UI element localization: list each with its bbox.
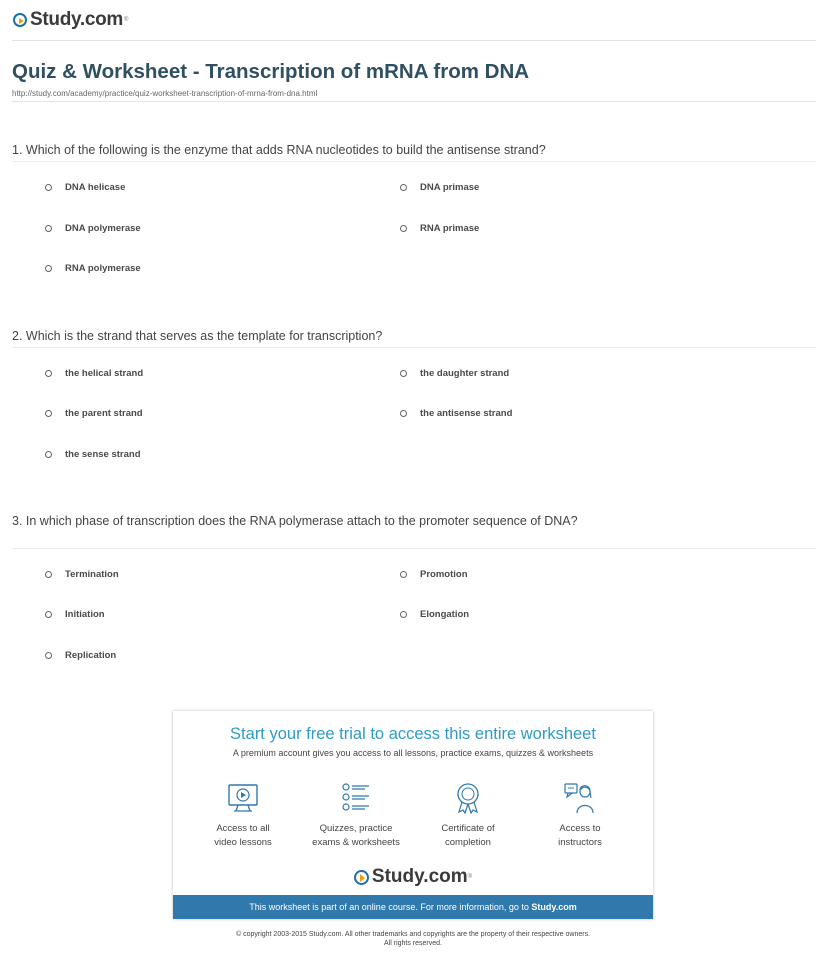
option-label: Replication bbox=[65, 650, 117, 661]
feature-line-2: completion bbox=[445, 837, 491, 848]
feature-instructors bbox=[525, 781, 635, 850]
answer-option[interactable] bbox=[45, 368, 143, 379]
instructor-icon bbox=[563, 781, 597, 815]
radio-icon[interactable] bbox=[45, 225, 52, 232]
option-label: the helical strand bbox=[65, 368, 144, 379]
answer-option[interactable] bbox=[45, 569, 119, 580]
question-divider bbox=[12, 161, 816, 162]
title-divider bbox=[12, 101, 816, 102]
header-divider bbox=[12, 40, 816, 41]
answer-option[interactable] bbox=[45, 182, 125, 193]
answer-option[interactable] bbox=[400, 609, 469, 620]
feature-line-1: Certificate of bbox=[441, 823, 495, 834]
option-label: DNA helicase bbox=[65, 182, 126, 193]
option-label: RNA primase bbox=[420, 223, 480, 234]
option-label: DNA polymerase bbox=[65, 223, 141, 234]
video-lesson-icon bbox=[226, 781, 260, 815]
answer-option[interactable] bbox=[45, 449, 141, 460]
radio-icon[interactable] bbox=[45, 652, 52, 659]
radio-icon[interactable] bbox=[45, 184, 52, 191]
quiz-list-icon bbox=[339, 781, 373, 815]
feature-line-2: exams & worksheets bbox=[312, 837, 400, 848]
radio-icon[interactable] bbox=[45, 571, 52, 578]
feature-line-1: Access to bbox=[559, 823, 601, 834]
answer-option[interactable] bbox=[45, 263, 141, 274]
radio-icon[interactable] bbox=[400, 571, 407, 578]
radio-icon[interactable] bbox=[400, 611, 407, 618]
radio-icon[interactable] bbox=[45, 611, 52, 618]
logo-text: Study.com bbox=[371, 866, 468, 887]
answer-option[interactable] bbox=[400, 368, 509, 379]
course-info-text: This worksheet is part of an online course. For more information, go to bbox=[249, 902, 532, 912]
play-logo-icon bbox=[354, 870, 369, 885]
feature-line-2: video lessons bbox=[214, 837, 272, 848]
radio-icon[interactable] bbox=[400, 410, 407, 417]
option-label: the parent strand bbox=[65, 408, 143, 419]
answer-option[interactable] bbox=[400, 569, 468, 580]
radio-icon[interactable] bbox=[45, 265, 52, 272]
feature-line-1: Quizzes, practice bbox=[319, 823, 393, 834]
play-logo-icon bbox=[13, 13, 27, 27]
feature-quizzes bbox=[301, 781, 411, 850]
free-trial-panel[interactable] bbox=[173, 711, 653, 919]
question-2: 2. Which is the strand that serves as the template for transcription? bbox=[12, 329, 383, 343]
option-label: Termination bbox=[65, 569, 119, 580]
promo-subtitle: A premium account gives you access to all lessons, practice exams, quizzes & worksheets bbox=[232, 748, 594, 758]
logo-text: Study.com bbox=[30, 9, 124, 30]
option-label: Initiation bbox=[65, 609, 105, 620]
feature-line-1: Access to all bbox=[216, 823, 270, 834]
option-label: the antisense strand bbox=[420, 408, 513, 419]
option-label: DNA primase bbox=[420, 182, 480, 193]
feature-line-2: instructors bbox=[558, 837, 602, 848]
option-label: the daughter strand bbox=[420, 368, 510, 379]
answer-option[interactable] bbox=[45, 223, 141, 234]
feature-video-lessons bbox=[188, 781, 298, 850]
radio-icon[interactable] bbox=[45, 410, 52, 417]
copyright-line-2: All rights reserved. bbox=[384, 940, 442, 947]
study-logo[interactable] bbox=[13, 9, 128, 31]
registered-mark: ® bbox=[124, 17, 129, 23]
option-label: Promotion bbox=[420, 569, 468, 580]
promo-title[interactable]: Start your free trial to access this entire worksheet bbox=[230, 725, 596, 743]
radio-icon[interactable] bbox=[45, 370, 52, 377]
copyright-footer bbox=[0, 930, 826, 948]
question-divider bbox=[12, 347, 816, 348]
answer-option[interactable] bbox=[45, 408, 143, 419]
answer-option[interactable] bbox=[400, 223, 479, 234]
radio-icon[interactable] bbox=[400, 184, 407, 191]
studycom-link[interactable]: Study.com bbox=[531, 902, 577, 912]
radio-icon[interactable] bbox=[400, 225, 407, 232]
radio-icon[interactable] bbox=[45, 451, 52, 458]
option-label: the sense strand bbox=[65, 449, 141, 460]
option-label: Elongation bbox=[420, 609, 470, 620]
radio-icon[interactable] bbox=[400, 370, 407, 377]
question-1: 1. Which of the following is the enzyme that adds RNA nucleotides to build the antisense strand? bbox=[12, 143, 546, 157]
feature-certificate bbox=[413, 781, 523, 850]
page-url[interactable]: http://study.com/academy/practice/quiz-worksheet-transcription-of-mrna-from-dna.html bbox=[12, 89, 318, 98]
course-info-bar bbox=[173, 895, 653, 919]
question-3: 3. In which phase of transcription does the RNA polymerase attach to the promoter sequence of DNA? bbox=[12, 514, 578, 528]
promo-logo[interactable] bbox=[173, 866, 653, 888]
question-divider bbox=[12, 548, 816, 549]
certificate-icon bbox=[451, 781, 485, 815]
answer-option[interactable] bbox=[45, 609, 105, 620]
page-title: Quiz & Worksheet - Transcription of mRNA from DNA bbox=[12, 60, 530, 83]
copyright-line-1: © copyright 2003-2015 Study.com. All other trademarks and copyrights are the property of their respective owners. bbox=[235, 931, 591, 938]
registered-mark: ® bbox=[467, 874, 473, 880]
answer-option[interactable] bbox=[400, 408, 512, 419]
answer-option[interactable] bbox=[400, 182, 479, 193]
answer-option[interactable] bbox=[45, 650, 116, 661]
option-label: RNA polymerase bbox=[65, 263, 141, 274]
